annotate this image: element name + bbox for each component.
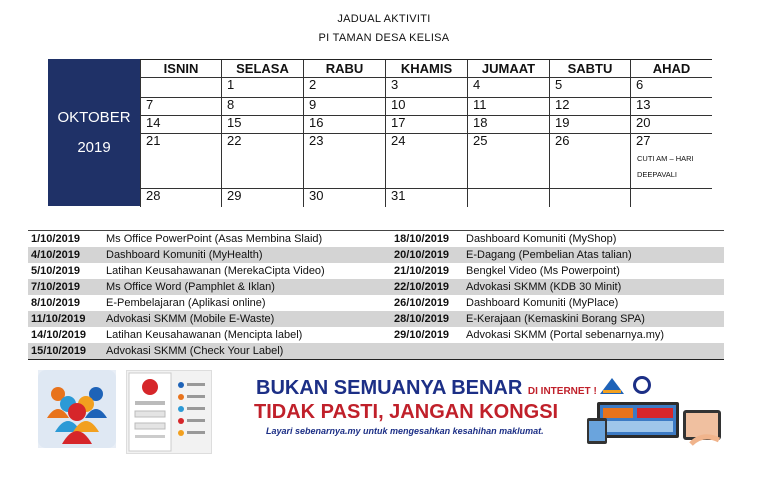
agency-logos [598,374,656,396]
month-label: OKTOBER [57,109,131,126]
calendar-day-cell [467,133,549,188]
banner-line1-small: DI INTERNET ! [527,386,597,397]
activity-date: 22/10/2019 [394,281,450,293]
activity-date: 1/10/2019 [31,233,80,245]
day-number: 9 [309,97,317,112]
day-number: 11 [473,97,487,112]
calendar-day-cell [385,188,467,207]
activity-date: 8/10/2019 [31,297,80,309]
activity-name: Advokasi SKMM (Portal sebenarnya.my) [466,329,665,341]
activity-date: 15/10/2019 [31,345,87,357]
day-number: 26 [555,133,570,148]
day-header-ahad: AHAD [630,60,712,77]
day-header-khamis: KHAMIS [385,60,467,77]
day-number: 16 [309,115,324,130]
calendar-day-cell [221,97,303,115]
day-number: 29 [227,188,242,203]
calendar-day-cell [467,115,549,133]
banner-line1: BUKAN SEMUANYA BENAR [256,377,523,399]
activity-date: 7/10/2019 [31,281,80,293]
day-number: 27 [636,133,651,148]
day-number: 8 [227,97,235,112]
calendar-day-cell [303,188,385,207]
holiday-note: CUTI AM – HARI DEEPAVALI [637,154,694,179]
day-number: 12 [555,97,570,112]
calendar-day-cell [549,97,630,115]
calendar-day-cell [385,77,467,97]
activity-row [28,263,724,279]
calendar-day-cell [549,133,630,188]
calendar-day-cell [140,97,221,115]
activity-list [28,230,724,360]
activity-date: 29/10/2019 [394,329,450,341]
activity-date: 18/10/2019 [394,233,450,245]
day-number: 6 [636,77,644,92]
calendar-day-cell [303,97,385,115]
year-label: 2019 [77,139,111,156]
calendar-day-cell [140,188,221,207]
schedule-title: JADUAL AKTIVITI [337,13,431,25]
day-number: 25 [473,133,488,148]
day-header-rabu: RABU [303,60,385,77]
day-number: 7 [146,97,154,112]
activity-name: E-Kerajaan (Kemaskini Borang SPA) [466,313,645,325]
activity-date: 4/10/2019 [31,249,80,261]
activity-name: Latihan Keusahawanan (Mencipta label) [106,329,303,341]
day-number: 24 [391,133,406,148]
day-number: 22 [227,133,242,148]
calendar-day-cell [467,77,549,97]
activity-name: Advokasi SKMM (KDB 30 Minit) [466,281,622,293]
calendar-day-cell [630,188,712,207]
day-number: 23 [309,133,324,148]
day-number: 30 [309,188,324,203]
banner-slogan: TIDAK PASTI, JANGAN KONGSI [254,401,559,423]
day-number: 31 [391,188,406,203]
day-number: 1 [227,77,235,92]
calendar-day-cell [303,115,385,133]
calendar-day-cell [303,77,385,97]
activity-date: 21/10/2019 [394,265,450,277]
calendar-day-cell [549,188,630,207]
devices-illustration [587,396,727,446]
calendar-day-cell [140,133,221,188]
activity-row [28,327,724,343]
calendar [48,59,712,206]
day-header-sabtu: SABTU [549,60,630,77]
activity-date: 28/10/2019 [394,313,450,325]
activity-name: Advokasi SKMM (Check Your Label) [106,345,284,357]
activity-row [28,311,724,327]
month-block [48,59,140,206]
activity-date: 5/10/2019 [31,265,80,277]
day-header-isnin: ISNIN [140,60,221,77]
calendar-day-cell [221,115,303,133]
calendar-day-cell [140,115,221,133]
day-number: 20 [636,115,651,130]
day-number: 15 [227,115,242,130]
day-number: 13 [636,97,651,112]
awareness-banner [232,370,730,448]
calendar-day-cell [549,77,630,97]
calendar-day-cell [630,97,712,115]
calendar-day-cell [630,115,712,133]
day-number: 28 [146,188,161,203]
day-number: 17 [391,115,406,130]
day-number: 18 [473,115,488,130]
day-header-jumaat: JUMAAT [467,60,549,77]
calendar-day-cell [140,77,221,97]
day-header-selasa: SELASA [221,60,303,77]
activity-row [28,343,724,359]
community-logo [38,370,116,448]
calendar-day-cell [630,77,712,97]
calendar-day-cell [385,97,467,115]
activity-name: E-Dagang (Pembelian Atas talian) [466,249,632,261]
activity-name: Dashboard Komuniti (MyHealth) [106,249,263,261]
activity-name: E-Pembelajaran (Aplikasi online) [106,297,266,309]
calendar-day-cell [221,188,303,207]
activity-name: Advokasi SKMM (Mobile E-Waste) [106,313,275,325]
calendar-day-cell [467,188,549,207]
calendar-grid [140,59,712,207]
activity-date: 11/10/2019 [31,313,86,325]
calendar-day-cell [221,133,303,188]
app-screenshot-image [126,370,212,454]
activity-row [28,295,724,311]
calendar-day-cell [385,133,467,188]
day-number: 3 [391,77,399,92]
day-number: 2 [309,77,317,92]
activity-name: Bengkel Video (Ms Powerpoint) [466,265,620,277]
activity-name: Ms Office PowerPoint (Asas Membina Slaid) [106,233,323,245]
calendar-day-cell [630,133,712,188]
calendar-day-cell [467,97,549,115]
banner-headline [256,377,597,400]
activity-date: 14/10/2019 [31,329,87,341]
banner-tagline: Layari sebenarnya.my untuk mengesahkan kesahihan maklumat. [266,426,544,436]
activity-date: 20/10/2019 [394,249,450,261]
day-number: 19 [555,115,570,130]
day-number: 4 [473,77,481,92]
activity-row [28,231,724,247]
calendar-day-cell [385,115,467,133]
schedule-subtitle: PI TAMAN DESA KELISA [318,32,450,44]
activity-name: Ms Office Word (Pamphlet & Iklan) [106,281,275,293]
calendar-day-cell [221,77,303,97]
activity-name: Latihan Keusahawanan (MerekaCipta Video) [106,265,325,277]
calendar-day-cell [549,115,630,133]
day-number: 10 [391,97,406,112]
activity-name: Dashboard Komuniti (MyShop) [466,233,617,245]
activity-row [28,247,724,263]
activity-row [28,279,724,295]
calendar-day-cell [303,133,385,188]
activity-date: 26/10/2019 [394,297,450,309]
day-number: 14 [146,115,161,130]
day-number: 5 [555,77,563,92]
day-number: 21 [146,133,161,148]
activity-name: Dashboard Komuniti (MyPlace) [466,297,619,309]
